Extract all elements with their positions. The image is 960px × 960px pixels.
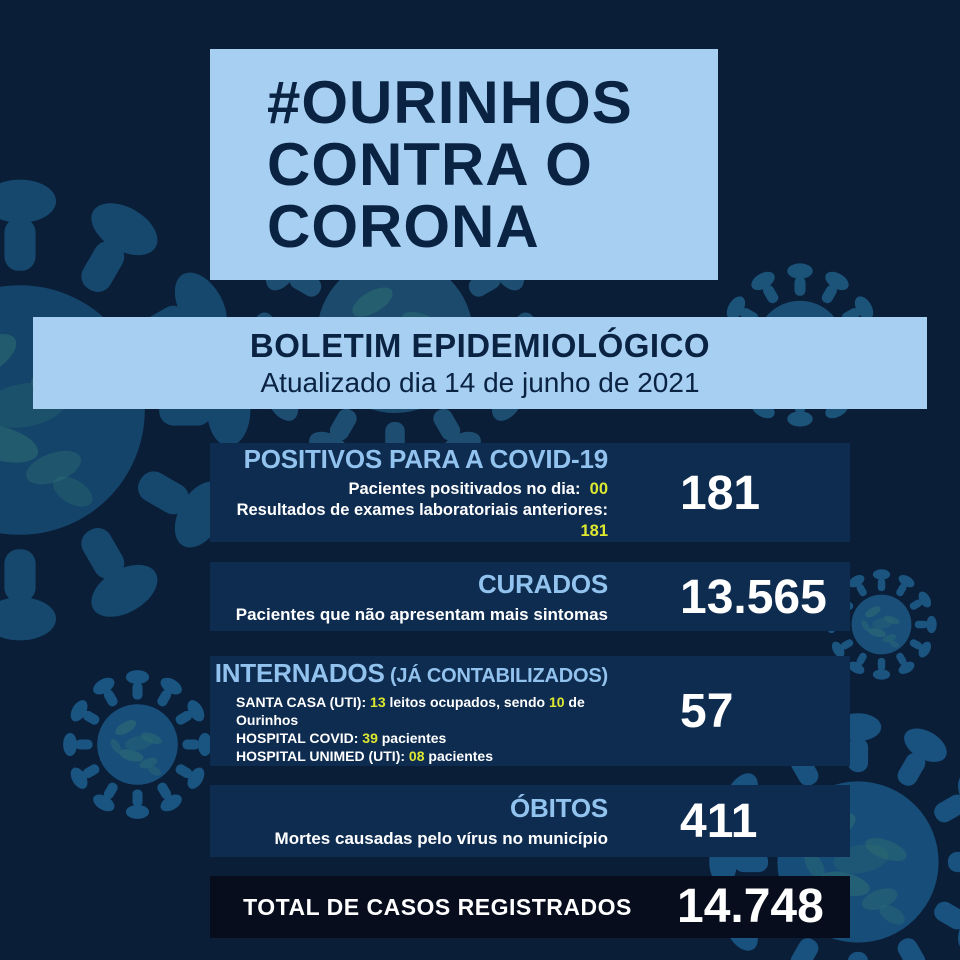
card-positivos <box>210 443 850 542</box>
card-stat-line: HOSPITAL UNIMED (UTI): 08 pacientes <box>236 747 493 764</box>
card-obitos-text <box>210 793 680 849</box>
card-stat-line: Pacientes que não apresentam mais sintomas <box>235 604 608 624</box>
card-curados-text <box>210 569 680 625</box>
card-internados-value: 57 <box>680 685 734 738</box>
campaign-headline <box>267 68 718 260</box>
card-internados-title: INTERNADOS (JÁ CONTABILIZADOS) <box>214 657 608 688</box>
card-stat-line: SANTA CASA (UTI): 13 leitos ocupados, sendo 10 de Ourinhos <box>236 693 589 728</box>
card-positivos-value: 181 <box>680 466 761 520</box>
card-obitos-value: 411 <box>680 795 758 848</box>
virus-icon <box>60 667 215 822</box>
total-bar <box>210 876 850 938</box>
campaign-header <box>210 49 718 280</box>
card-curados-value: 13.565 <box>680 570 827 624</box>
total-value: 14.748 <box>677 880 824 933</box>
card-obitos-title: ÓBITOS <box>509 793 608 823</box>
headline-line-3: CORONA <box>267 192 540 260</box>
card-stat-line: Resultados de exames laboratoriais anteriores: 181 <box>236 500 613 540</box>
card-curados-title: CURADOS <box>477 568 608 599</box>
card-stat-line: Pacientes positivados no dia: 00 <box>348 479 608 498</box>
card-obitos <box>210 785 850 857</box>
card-stat-line: HOSPITAL COVID: 39 pacientes <box>236 729 447 746</box>
card-internados-text <box>210 658 680 765</box>
card-positivos-text <box>210 444 680 542</box>
headline-line-2: CONTRA O <box>267 130 593 198</box>
bulletin-banner <box>33 317 927 409</box>
card-positivos-title: POSITIVOS PARA A COVID-19 <box>243 443 608 474</box>
bulletin-date: Atualizado dia 14 de junho de 2021 <box>260 367 700 398</box>
card-stat-line: Mortes causadas pelo vírus no município <box>274 829 608 848</box>
total-label: TOTAL DE CASOS REGISTRADOS <box>243 893 632 920</box>
card-curados <box>210 562 850 631</box>
bulletin-title: BOLETIM EPIDEMIOLÓGICO <box>249 327 711 364</box>
headline-line-1: #OURINHOS <box>267 68 633 136</box>
card-internados <box>210 656 850 766</box>
